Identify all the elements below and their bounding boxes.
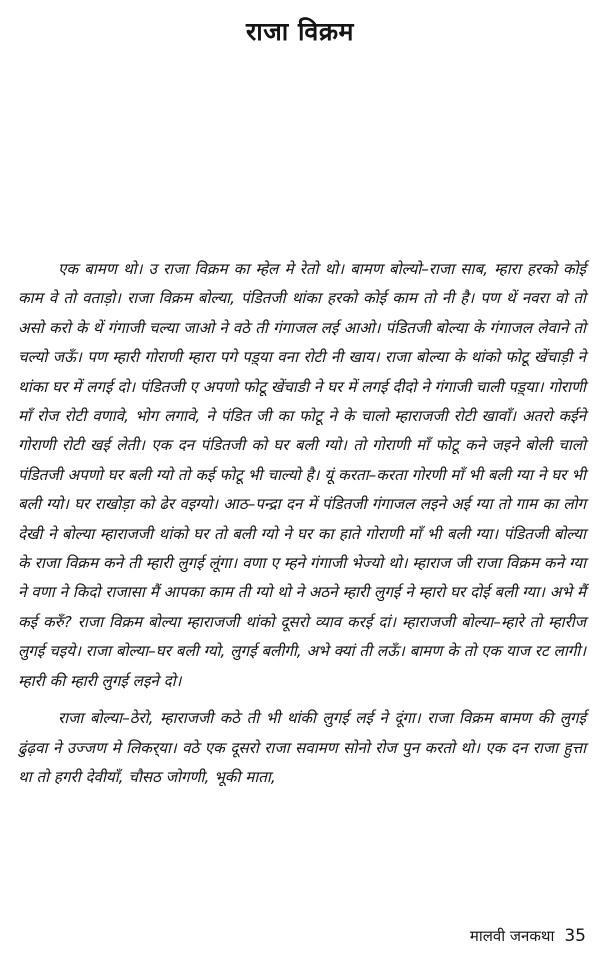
paragraph-2: राजा बोल्या–ठेरो, म्हाराजजी कठे ती भी थांकी लुगई लई ने दूंगा। राजा विक्रम बामण की लुगई ढुंढ़वा ने उज्जण मे लिकर्‌या। वठे एक दूसरो राजा सवामण सोनो रोज पुन करतो थो। एक दन राजा हुत्ता था तो हगरी देवीयाँ, चौसठ जोगणी, भूकी माता, (18, 709, 586, 786)
page-number: 35 (564, 926, 586, 946)
page-title: राजा विक्रम (246, 17, 354, 46)
story-body (18, 255, 586, 792)
page-footer (470, 926, 586, 946)
paragraph-1: एक बामण थो। उ राजा विक्रम का म्हेल मे रेतो थो। बामण बोल्यो–राजा साब, म्हारा हरको कोई काम वे तो वताड़ो। राजा विक्रम बोल्या, पंडितजी थांका हरको कोई काम तो नी है। पण थें नवरा वो तो असो करो के थें गंगाजी चल्या जाओ ने वठे ती गंगाजल लई आओ। पंडितजी बोल्या के गंगाजल लेवाने तो चल्यो जऊँ। पण म्हारी गोराणी म्हारा पगे पड़्या वना रोटी नी खाय। राजा बोल्या के थांको फोटू खेंचाड़ी ने थांका घर में लगई दो। पंडितजी ए अपणो फोटू खेंचाडी ने घर में लगई दीदो ने गंगाजी चाली पड़्या। गोराणी माँ रोज रोटी वणावे, भोग लगावे, ने पंडित जी का फोटू ने के चालो म्हाराजजी रोटी खावाँ। अतरो कईने गोराणी रोटी खई लेती। एक दन पंडितजी को घर बली ग्यो। तो गोराणी माँ फोटू कने जइने बोली चालो पंडितजी अपणो घर बली ग्यो तो कई फोटू भी चाल्यो है। यूं करता–करता गोरणी माँ भी बली ग्या ने घर भी बली ग्यो। घर राखोड़ा को ढेर वइग्यो। आठ–पन्द्रा दन में पंडितजी गंगाजल लइने अई ग्या तो गाम का लोग देखी ने बोल्या म्हाराजजी थांको घर तो बली ग्यो ने घर का हाते गोराणी माँ भी बली ग्या। पंडितजी बोल्या के राजा विक्रम कने ती म्हारी लुगई लूंगा। वणा ए म्हने गंगाजी भेज्यो थो। म्हाराज जी राजा विक्रम कने ग्या ने वणा ने किदो राजासा मैं आपका काम ती ग्यो थो ने अठने म्हारी लुगई ने म्हारो घर दोई बली ग्या। अभे मैं कई करुँ? राजा विक्रम बोल्या म्हाराजजी थांको दूसरो व्याव करई दां। म्हाराजजी बोल्या–म्हारे तो म्हारीज लुगई चइये। राजा बोल्या–घर बली ग्यो, लुगई बलीगी, अभे क्यां ती लऊँ। बामण के तो एक याज रट लागी। म्हारी की म्हारी लुगई लइने दो। (18, 260, 586, 690)
book-title: मालवी जनकथा (469, 927, 555, 945)
